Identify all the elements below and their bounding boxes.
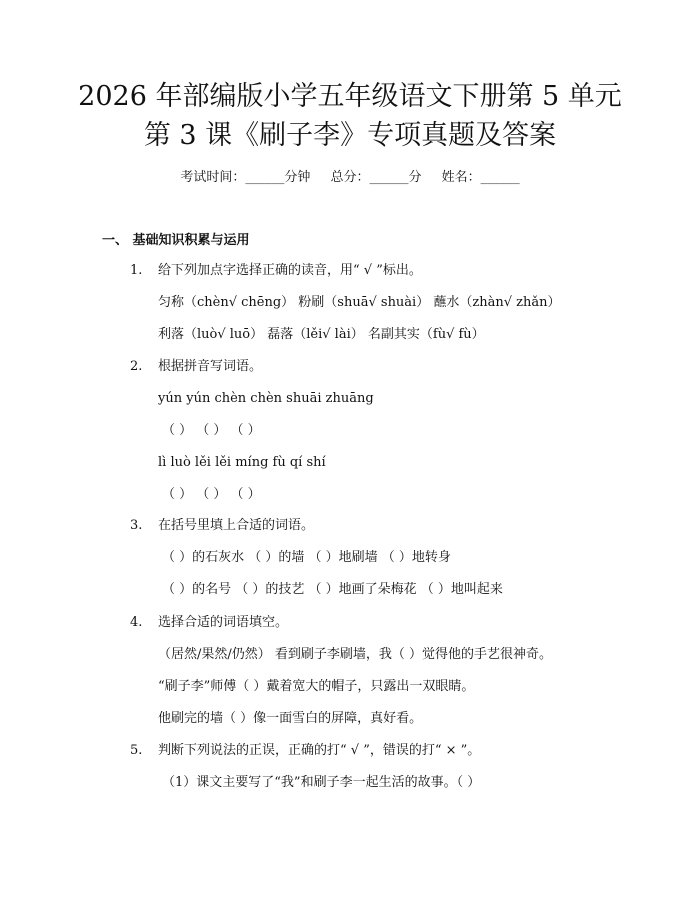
exam-time-field: 考试时间：______分钟 — [180, 170, 311, 185]
document-title-line2: 第 3 课《刷子李》专项真题及答案 — [143, 120, 557, 151]
question-text: 判断下列说法的正误，正确的打“ √ ”，错误的打“ × ”。 — [158, 743, 481, 758]
question-5 — [130, 741, 480, 761]
question-4 — [130, 613, 288, 633]
question-4-line-1: （居然/果然/仍然） 看到刷子李刷墙，我（ ）觉得他的手艺很神奇。 — [158, 647, 553, 662]
question-4-line-2: “刷子李”师傅（ ）戴着宽大的帽子，只露出一双眼睛。 — [158, 679, 475, 694]
question-2 — [130, 357, 262, 377]
question-number: 3. — [130, 518, 143, 533]
section-heading: 一、 基础知识积累与运用 — [102, 233, 250, 248]
question-text: 在括号里填上合适的词语。 — [158, 518, 315, 533]
question-number: 1. — [130, 263, 143, 278]
question-number: 4. — [130, 615, 143, 630]
question-4-line-3: 他刷完的墙（ ）像一面雪白的屏障，真好看。 — [158, 711, 423, 726]
document-title-line1: 2026 年部编版小学五年级语文下册第 5 单元 — [78, 81, 622, 112]
question-2-pinyin-1: yún yún chèn chèn shuāi zhuāng — [158, 391, 374, 406]
question-5-line-1: （1）课文主要写了“我”和刷子李一起生活的故事。（ ） — [162, 775, 481, 790]
question-1 — [130, 261, 422, 281]
question-2-pinyin-2: lì luò lěi lěi míng fù qí shí — [158, 455, 326, 470]
question-1-line-2: 利落（luò√ luō） 磊落（lěi√ lài） 名副其实（fù√ fù） — [158, 327, 485, 342]
exam-info — [0, 169, 700, 187]
exam-score-field: 总分：______分 — [330, 170, 422, 185]
question-text: 选择合适的词语填空。 — [158, 615, 289, 630]
question-1-line-1: 匀称（chèn√ chēng） 粉刷（shuā√ shuài） 蘸水（zhàn√ zhǎn） — [158, 295, 561, 310]
question-3 — [130, 516, 314, 536]
question-3-line-1: （ ）的石灰水 （ ）的墙 （ ）地刷墙 （ ）地转身 — [162, 550, 451, 565]
question-2-blanks-1: （ ） （ ） （ ） — [162, 423, 261, 438]
question-number: 5. — [130, 743, 143, 758]
question-number: 2. — [130, 359, 143, 374]
question-2-blanks-2: （ ） （ ） （ ） — [162, 487, 261, 502]
exam-name-field: 姓名：______ — [441, 170, 520, 185]
question-text: 根据拼音写词语。 — [158, 359, 263, 374]
question-3-line-2: （ ）的名号 （ ）的技艺 （ ）地画了朵梅花 （ ）地叫起来 — [162, 582, 503, 597]
question-text: 给下列加点字选择正确的读音，用“ √ ”标出。 — [158, 263, 422, 278]
